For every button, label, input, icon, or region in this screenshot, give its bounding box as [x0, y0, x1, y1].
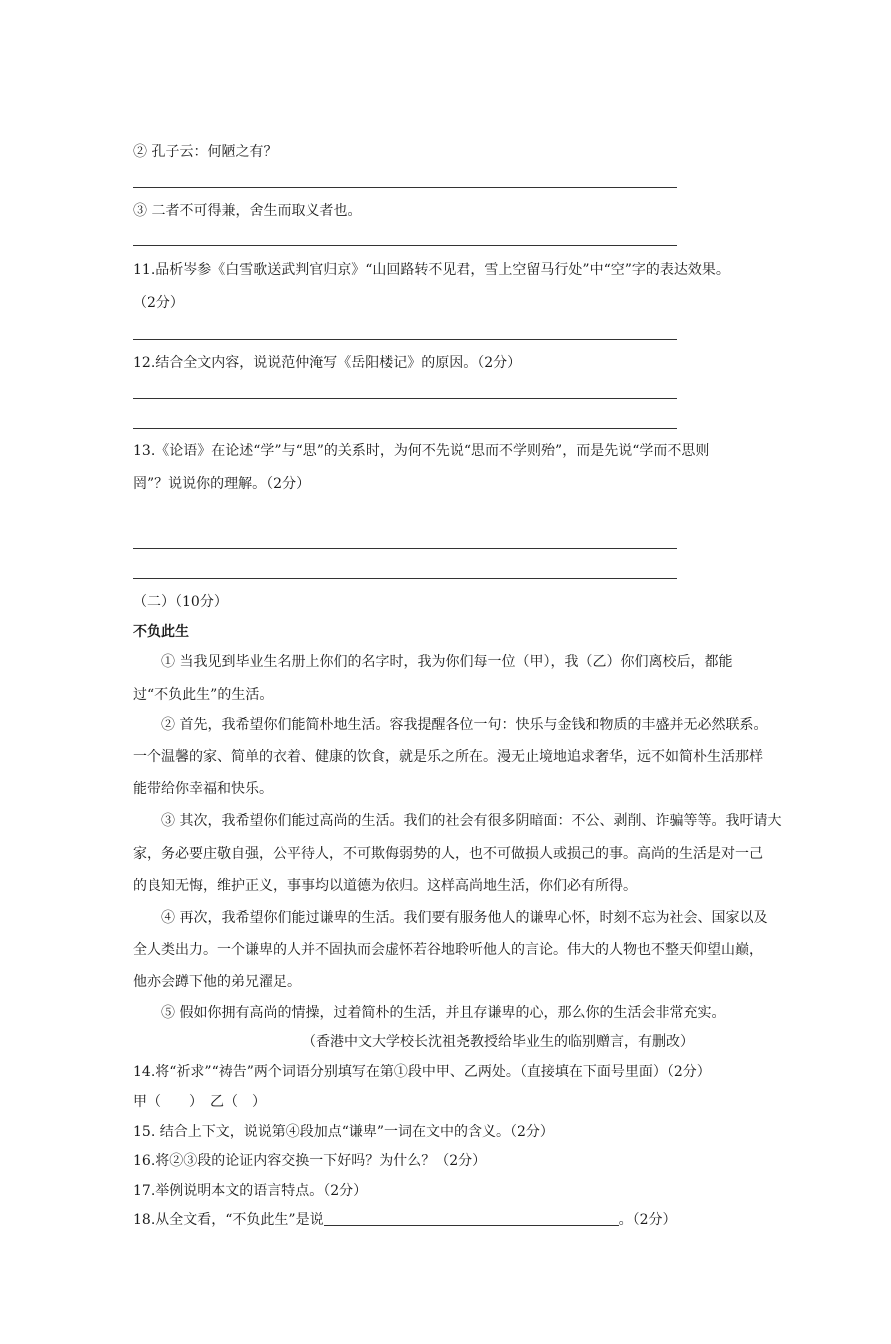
answer-line	[133, 428, 677, 429]
answer-line	[133, 187, 677, 188]
q14-answer-blanks: 甲（ ） 乙（ ）	[133, 1094, 266, 1110]
q18-prefix: 18.从全文看，“不负此生”是说	[133, 1212, 324, 1228]
answer-line	[133, 245, 677, 246]
passage-p1-line-1: ① 当我见到毕业生名册上你们的名字时，我为你们每一位（甲），我（乙）你们离校后，都能	[161, 654, 733, 670]
q18-answer-blank[interactable]	[324, 1211, 619, 1226]
passage-p4-line-2: 全人类出力。一个谦卑的人并不固执而会虚怀若谷地聆听他人的言论。伟大的人物也不整天仰望山巅，	[133, 942, 763, 958]
q17-text: 17.举例说明本文的语言特点。（2分）	[133, 1183, 368, 1199]
passage-p2-line-3: 能带给你幸福和快乐。	[133, 781, 273, 797]
passage-p3-line-2: 家，务必要庄敬自强，公平待人，不可欺侮弱势的人，也不可做损人或损己的事。高尚的生活是对一己	[133, 846, 763, 862]
q13-text-line-2: 罔”？说说你的理解。（2分）	[133, 476, 311, 492]
q18-text	[133, 1210, 677, 1230]
q15-text: 15. 结合上下文，说说第④段加点“谦卑”一词在文中的含义。（2分）	[133, 1124, 554, 1140]
passage-source: （香港中文大学校长沈祖尧教授给毕业生的临别赠言，有删改）	[302, 1034, 694, 1050]
answer-line	[133, 339, 677, 340]
section-header: （二）（10分）	[133, 594, 228, 610]
q18-suffix: 。（2分）	[618, 1212, 677, 1228]
answer-line	[133, 578, 677, 579]
q16-text: 16.将②③段的论证内容交换一下好吗？为什么？（2分）	[133, 1153, 487, 1169]
passage-p2-line-2: 一个温馨的家、简单的衣着、健康的饮食，就是乐之所在。漫无止境地追求奢华，远不如简朴生活那样	[133, 749, 763, 765]
passage-p1-line-2: 过“不负此生”的生活。	[133, 687, 274, 703]
q14-text: 14.将“祈求”“祷告”两个词语分别填写在第①段中甲、乙两处。（直接填在下面号里面）（2分）	[133, 1064, 711, 1080]
passage-p5-line-1: ⑤ 假如你拥有高尚的情操，过着简朴的生活，并且存谦卑的心，那么你的生活会非常充实。	[161, 1005, 726, 1021]
passage-title: 不负此生	[133, 624, 189, 640]
answer-line	[133, 398, 677, 399]
q12-text: 12.结合全文内容，说说范仲淹写《岳阳楼记》的原因。（2分）	[133, 355, 522, 371]
passage-p4-line-1: ④ 再次，我希望你们能过谦卑的生活。我们要有服务他人的谦卑心怀，时刻不忘为社会、国家以及	[161, 910, 768, 926]
passage-p4-line-3: 他亦会蹲下他的弟兄濯足。	[133, 974, 301, 990]
q13-text-line-1: 13.《论语》在论述“学”与“思”的关系时，为何不先说“思而不学则殆”，而是先说“学而不思则	[133, 443, 710, 459]
q10-item-2: ② 孔子云：何陋之有？	[133, 144, 278, 160]
answer-line	[133, 548, 677, 549]
passage-p3-line-3: 的良知无悔，维护正义，事事均以道德为依归。这样高尚地生活，你们必有所得。	[133, 878, 637, 894]
passage-p3-line-1: ③ 其次，我希望你们能过高尚的生活。我们的社会有很多阴暗面：不公、剥削、诈骗等等。我吁请大	[161, 813, 782, 829]
q10-item-3: ③ 二者不可得兼，舍生而取义者也。	[133, 203, 362, 219]
q11-score: （2分）	[133, 295, 184, 311]
passage-p2-line-1: ② 首先，我希望你们能简朴地生活。容我提醒各位一句：快乐与金钱和物质的丰盛并无必然联系。	[161, 717, 768, 733]
q11-text: 11.品析岑参《白雪歌送武判官归京》“山回路转不见君，雪上空留马行处”中“空”字的表达效果。	[133, 262, 730, 278]
